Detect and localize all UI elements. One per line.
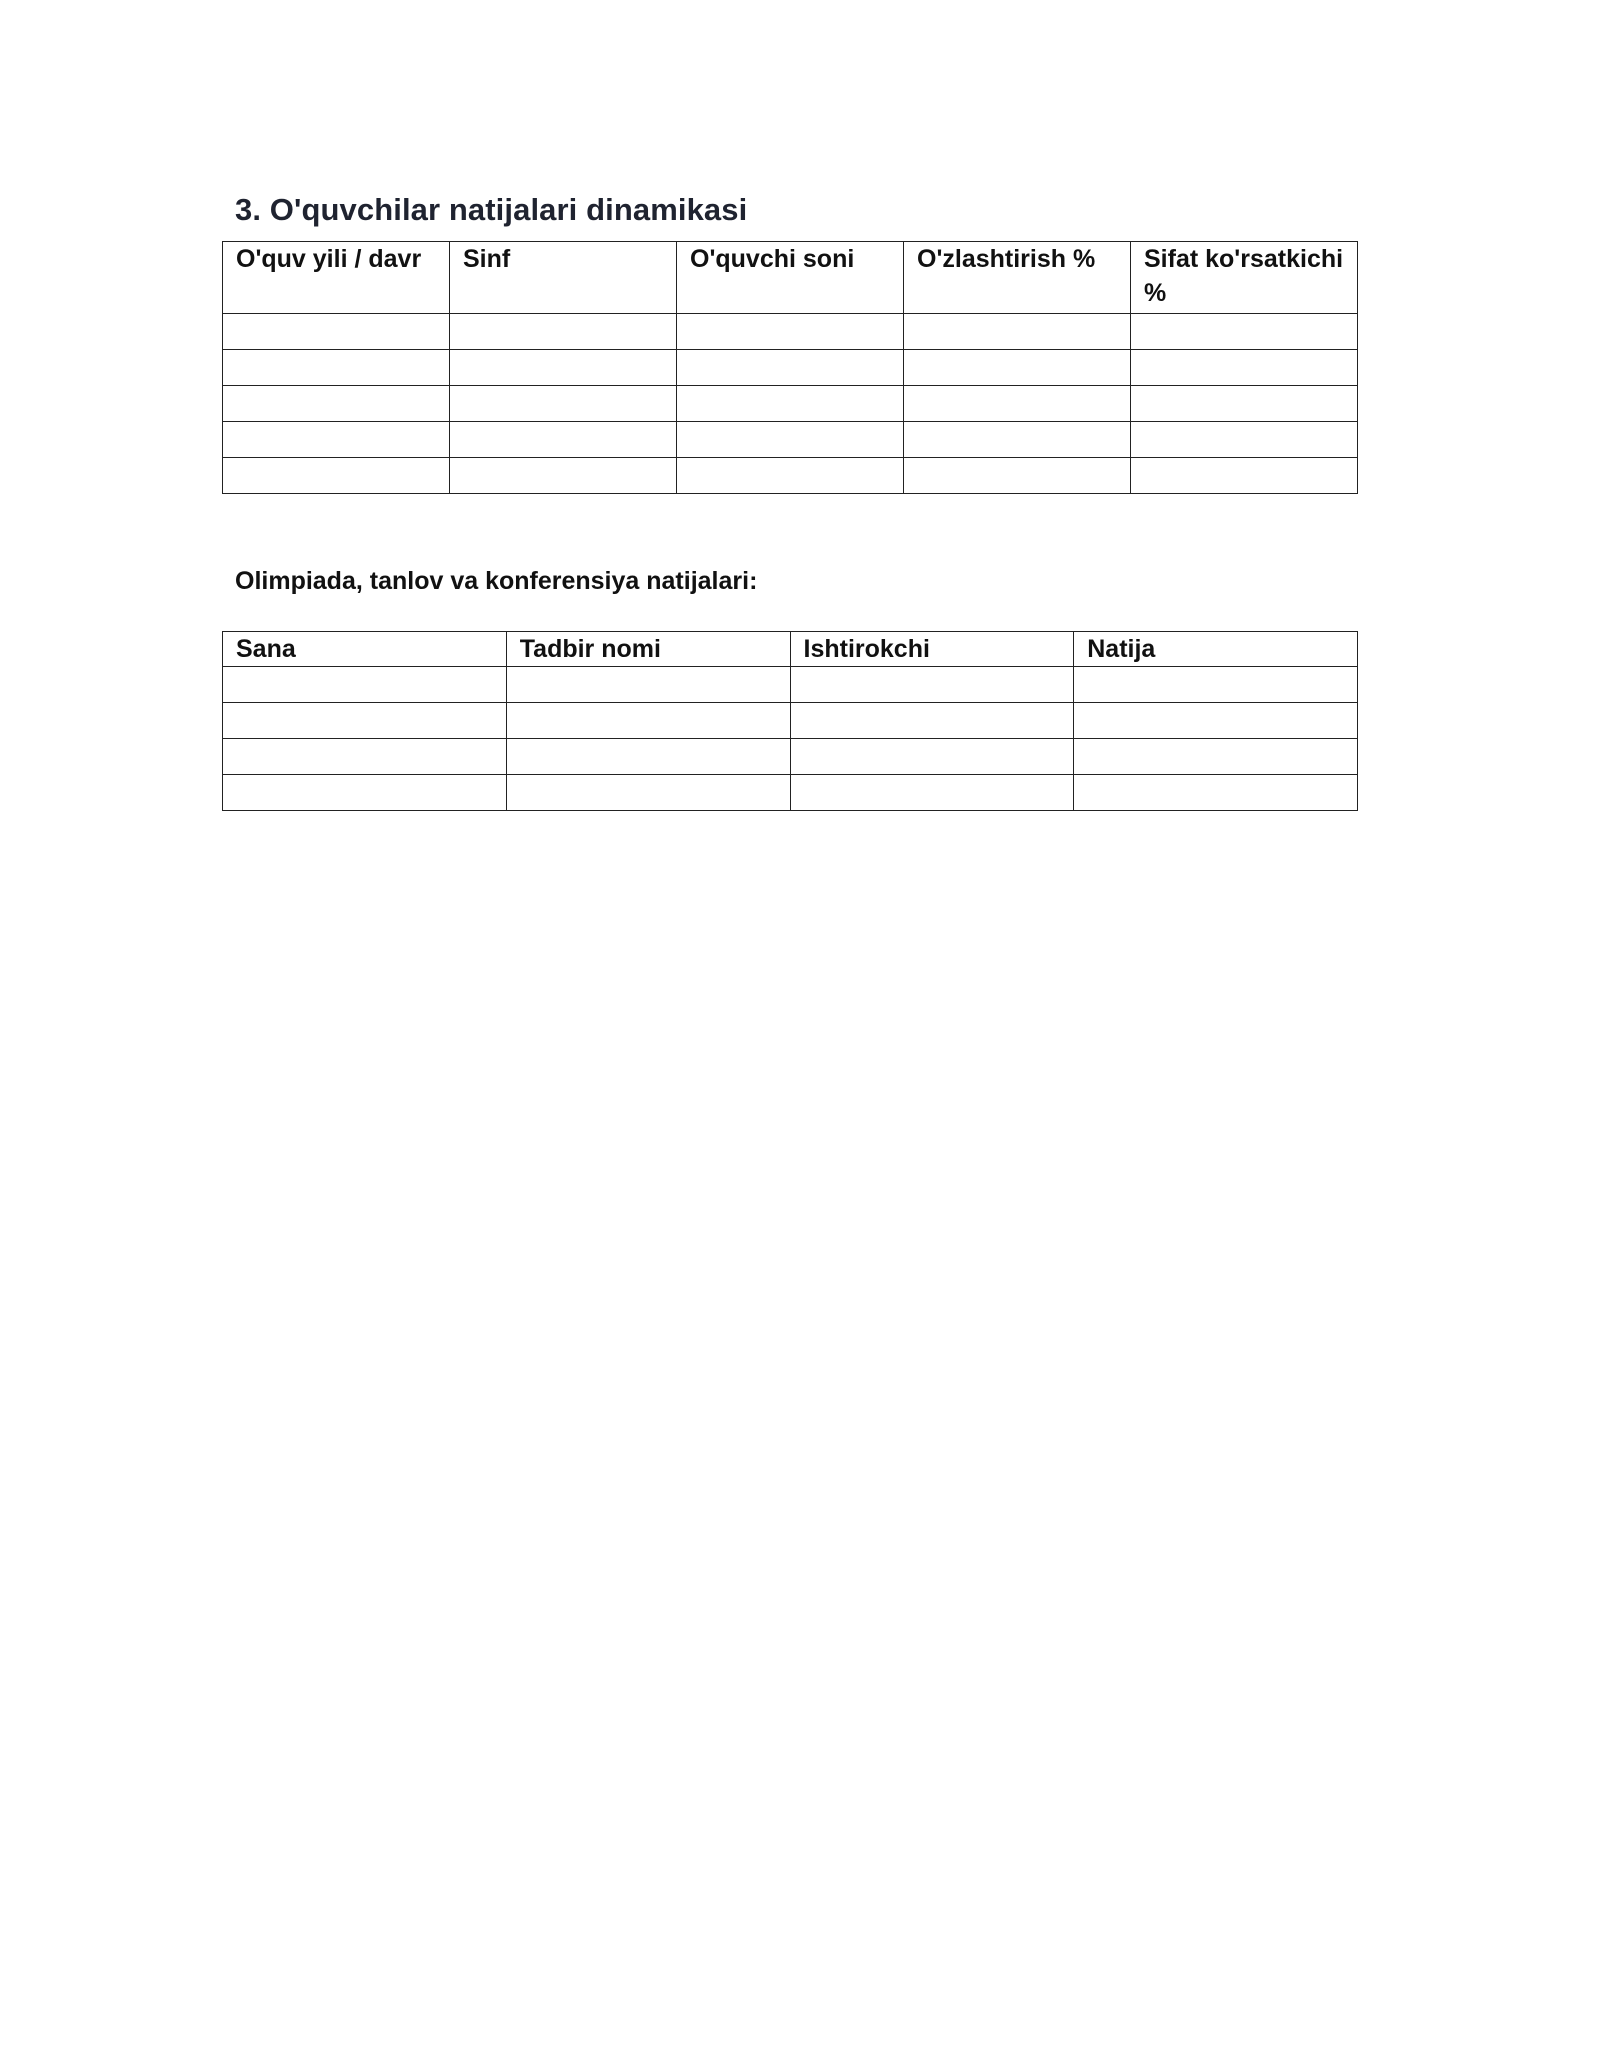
table-cell[interactable]: [450, 350, 677, 386]
table-row: [223, 739, 1358, 775]
table-cell[interactable]: [450, 422, 677, 458]
table-cell[interactable]: [450, 386, 677, 422]
table-header-row: [223, 632, 1358, 667]
student-results-table: [222, 241, 1358, 494]
table-row: [223, 386, 1358, 422]
column-header-result: Natija: [1074, 632, 1358, 667]
table-cell[interactable]: [904, 458, 1131, 494]
table-cell[interactable]: [223, 775, 507, 811]
table-cell[interactable]: [223, 458, 450, 494]
table-cell[interactable]: [1074, 739, 1358, 775]
table-cell[interactable]: [1131, 458, 1358, 494]
table-cell[interactable]: [1131, 350, 1358, 386]
table-row: [223, 458, 1358, 494]
table-row: [223, 703, 1358, 739]
table-cell[interactable]: [904, 386, 1131, 422]
table-cell[interactable]: [1074, 703, 1358, 739]
table-cell[interactable]: [677, 350, 904, 386]
table-cell[interactable]: [904, 314, 1131, 350]
table-cell[interactable]: [223, 314, 450, 350]
table-cell[interactable]: [677, 386, 904, 422]
table-cell[interactable]: [677, 314, 904, 350]
column-header-date: Sana: [223, 632, 507, 667]
table-cell[interactable]: [506, 703, 790, 739]
table-cell[interactable]: [1131, 386, 1358, 422]
table-cell[interactable]: [677, 422, 904, 458]
table-cell[interactable]: [506, 775, 790, 811]
table-header-row: [223, 242, 1358, 314]
table-cell[interactable]: [506, 739, 790, 775]
table-cell[interactable]: [223, 667, 507, 703]
table-cell[interactable]: [904, 350, 1131, 386]
table-cell[interactable]: [450, 314, 677, 350]
column-header-student-count: O'quvchi soni: [677, 242, 904, 314]
column-header-class: Sinf: [450, 242, 677, 314]
table-cell[interactable]: [506, 667, 790, 703]
table-row: [223, 667, 1358, 703]
table-cell[interactable]: [790, 667, 1074, 703]
table-row: [223, 350, 1358, 386]
table-cell[interactable]: [1131, 314, 1358, 350]
column-header-academic-year: O'quv yili / davr: [223, 242, 450, 314]
column-header-event-name: Tadbir nomi: [506, 632, 790, 667]
column-header-participant: Ishtirokchi: [790, 632, 1074, 667]
table-cell[interactable]: [223, 422, 450, 458]
table-cell[interactable]: [223, 386, 450, 422]
table-cell[interactable]: [790, 703, 1074, 739]
table-cell[interactable]: [790, 739, 1074, 775]
table-cell[interactable]: [1074, 667, 1358, 703]
table-cell[interactable]: [904, 422, 1131, 458]
table-cell[interactable]: [223, 350, 450, 386]
table-cell[interactable]: [790, 775, 1074, 811]
table-cell[interactable]: [223, 703, 507, 739]
olympiad-results-table: [222, 631, 1358, 811]
table-row: [223, 314, 1358, 350]
table-cell[interactable]: [1131, 422, 1358, 458]
section-title: 3. O'quvchilar natijalari dinamikasi: [235, 192, 748, 227]
table-cell[interactable]: [677, 458, 904, 494]
olympiad-results-heading: Olimpiada, tanlov va konferensiya natijalari:: [235, 567, 758, 595]
table-row: [223, 422, 1358, 458]
table-row: [223, 775, 1358, 811]
column-header-mastery-percent: O'zlashtirish %: [904, 242, 1131, 314]
column-header-quality-percent: Sifat ko'rsatkichi %: [1131, 242, 1358, 314]
table-cell[interactable]: [1074, 775, 1358, 811]
table-cell[interactable]: [223, 739, 507, 775]
table-cell[interactable]: [450, 458, 677, 494]
